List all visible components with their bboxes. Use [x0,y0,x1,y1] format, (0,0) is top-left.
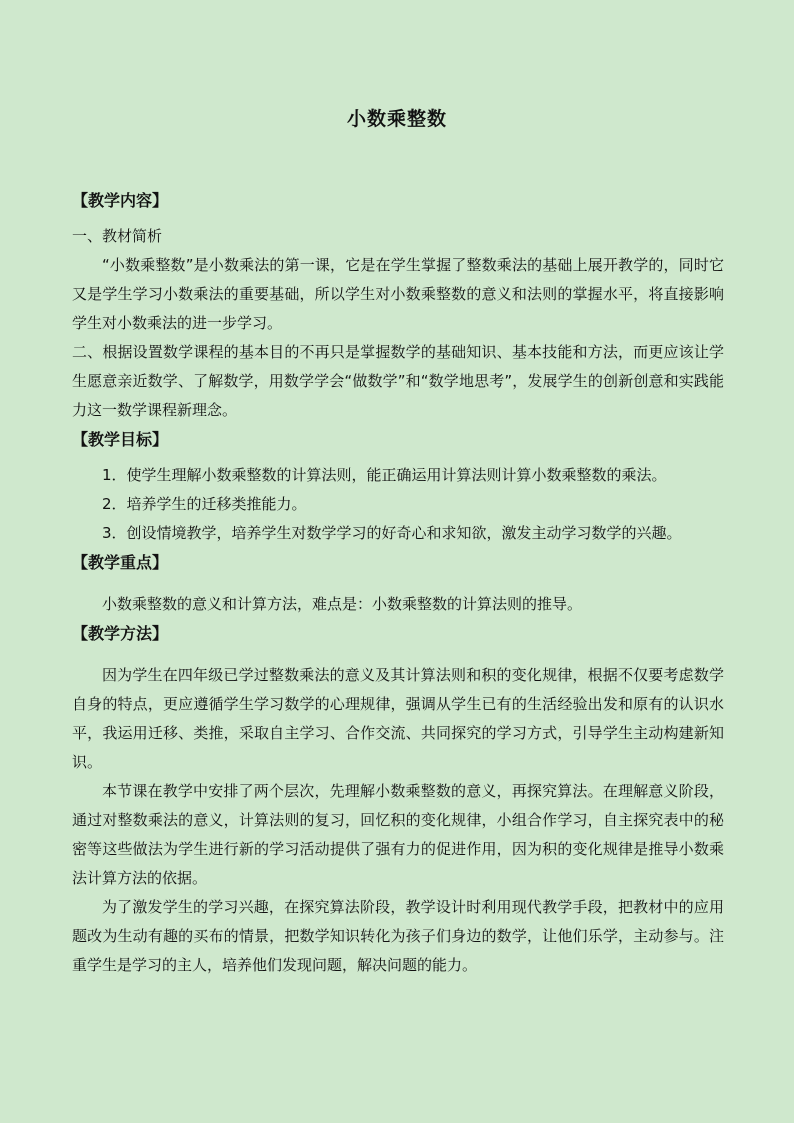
goal-item: 3．创设情境教学，培养学生对数学学习的好奇心和求知欲，激发主动学习数学的兴趣。 [102,524,682,542]
textbook-analysis-label: 一、教材简析 [72,227,163,245]
method-paragraph: 因为学生在四年级已学过整数乘法的意义及其计算法则和积的变化规律，根据不仅要考虑数学自身的特点，更应遵循学生学习数学的心理规律，强调从学生已有的生活经验出发和原有的认识水平，我运用迁移、类推，采取自主学习、合作交流、共同探究的学习方式，引导学生主动构建新知识。 [72,666,724,771]
teaching-content-heading: 【教学内容】 [72,191,169,210]
teaching-method-heading: 【教学方法】 [72,624,169,643]
teaching-goals-heading: 【教学目标】 [72,430,169,449]
curriculum-paragraph: 二、根据设置数学课程的基本目的不再只是掌握数学的基础知识、基本技能和方法，而更应该让学生愿意亲近数学、了解数学，用数学学会“做数学”和“数学地思考”，发展学生的创新创意和实践能力这一数学课程新理念。 [72,343,724,419]
method-paragraph: 本节课在教学中安排了两个层次，先理解小数乘整数的意义，再探究算法。在理解意义阶段，通过对整数乘法的意义，计算法则的复习，回忆积的变化规律，小组合作学习，自主探究表中的秘密等这些做法为学生进行新的学习活动提供了强有力的促进作用，因为积的变化规律是推导小数乘法计算方法的依据。 [72,782,724,887]
goal-item: 1．使学生理解小数乘整数的计算法则，能正确运用计算法则计算小数乘整数的乘法。 [102,466,667,484]
document-body [72,186,724,980]
key-points-heading: 【教学重点】 [72,553,169,572]
textbook-analysis-paragraph: “小数乘整数”是小数乘法的第一课，它是在学生掌握了整数乘法的基础上展开教学的，同时它又是学生学习小数乘法的重要基础，所以学生对小数乘整数的意义和法则的掌握水平，将直接影响学生对小数乘法的进一步学习。 [72,256,724,332]
method-paragraph: 为了激发学生的学习兴趣，在探究算法阶段，教学设计时利用现代教学手段，把教材中的应用题改为生动有趣的买布的情景，把数学知识转化为孩子们身边的数学，让他们乐学，主动参与。注重学生是学习的主人，培养他们发现问题，解决问题的能力。 [72,898,724,974]
goal-item: 2．培养学生的迁移类推能力。 [102,495,307,513]
key-points-paragraph: 小数乘整数的意义和计算方法，难点是：小数乘整数的计算法则的推导。 [102,595,583,613]
document-title: 小数乘整数 [346,108,447,130]
